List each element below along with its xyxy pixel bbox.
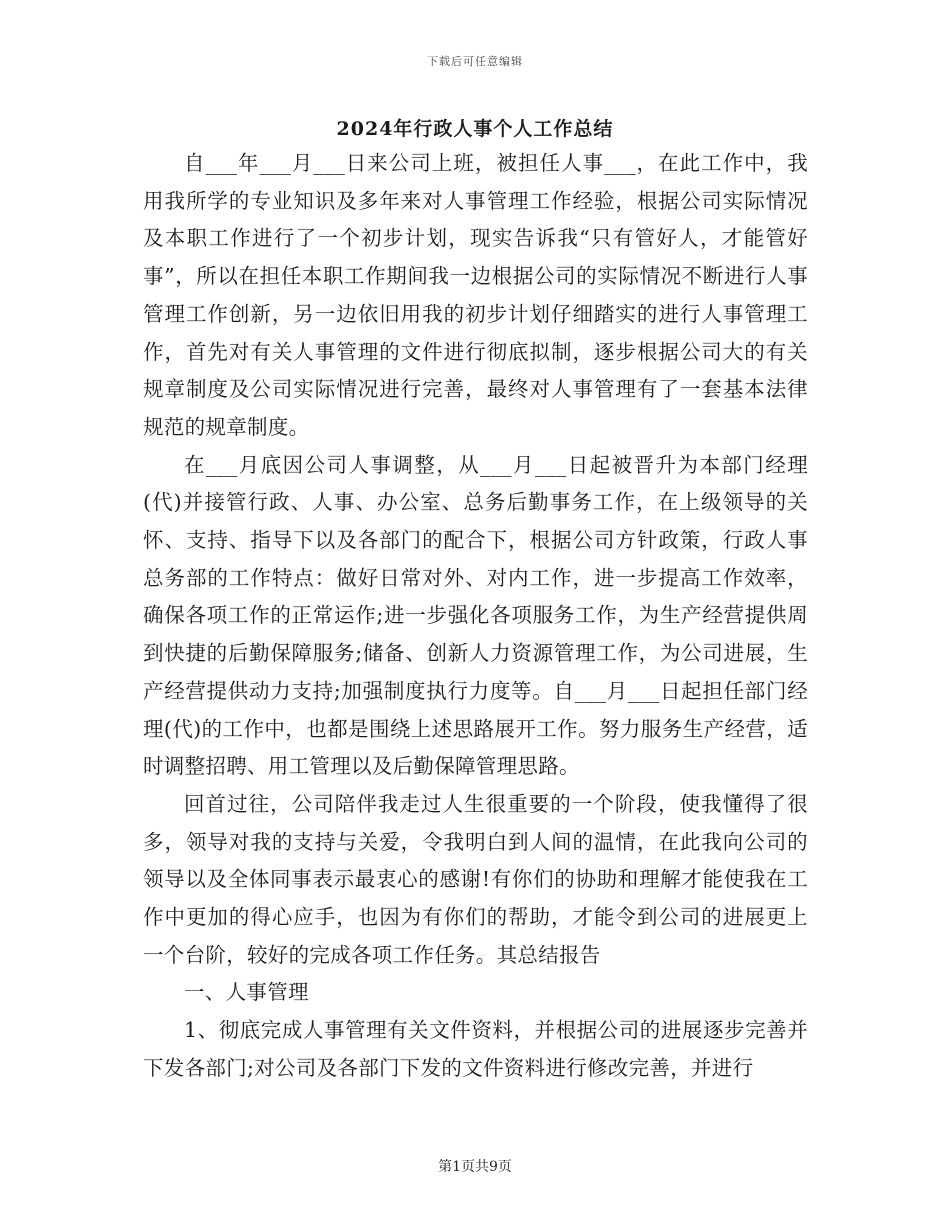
paragraph-3: 回首过往，公司陪伴我走过人生很重要的一个阶段，使我懂得了很多，领导对我的支持与关爱，令我明白到人间的温情，在此我向公司的领导以及全体同事表示最衷心的感谢!有你们的协助和理解才能使我在工作中更加的得心应手，也因为有你们的帮助，才能令到公司的进展更上一个台阶，较好的完成各项工作任务。其总结报告 xyxy=(143,791,808,967)
paragraph-1: 自___年___月___日来公司上班，被担任人事___，在此工作中，我用我所学的专业知识及多年来对人事管理工作经验，根据公司实际情况及本职工作进行了一个初步计划，现实告诉我“只有管好人，才能管好事”，所以在担任本职工作期间我一边根据公司的实际情况不断进行人事管理工作创新，另一边依旧用我的初步计划仔细踏实的进行人事管理工作，首先对有关人事管理的文件进行彻底拟制，逐步根据公司大的有关规章制度及公司实际情况进行完善，最终对人事管理有了一套基本法律规范的规章制度。 xyxy=(143,151,808,439)
paragraph-2: 在___月底因公司人事调整，从___月___日起被晋升为本部门经理(代)并接管行政、人事、办公室、总务后勤事务工作，在上级领导的关怀、支持、指导下以及各部门的配合下，根据公司方针政策，行政人事总务部的工作特点：做好日常对外、对内工作，进一步提高工作效率，确保各项工作的正常运作;进一步强化各项服务工作，为生产经营提供周到快捷的后勤保障服务;储备、创新人力资源管理工作，为公司进展，生产经营提供动力支持;加强制度执行力度等。自___月___日起担任部门经理(代)的工作中，也都是围绕上述思路展开工作。努力服务生产经营，适时调整招聘、用工管理以及后勤保障管理思路。 xyxy=(143,452,808,779)
header-note: 下载后可任意编辑 xyxy=(427,55,523,68)
page-footer: 第1页共9页 xyxy=(438,1159,512,1175)
document-title: 2024年行政人事个人工作总结 xyxy=(336,118,614,140)
section-heading-personnel: 一、人事管理 xyxy=(184,980,309,1005)
document-body xyxy=(143,145,808,1088)
paragraph-5: 1、彻底完成人事管理有关文件资料，并根据公司的进展逐步完善并下发各部门;对公司及各部门下发的文件资料进行修改完善，并进行 xyxy=(143,1018,808,1080)
